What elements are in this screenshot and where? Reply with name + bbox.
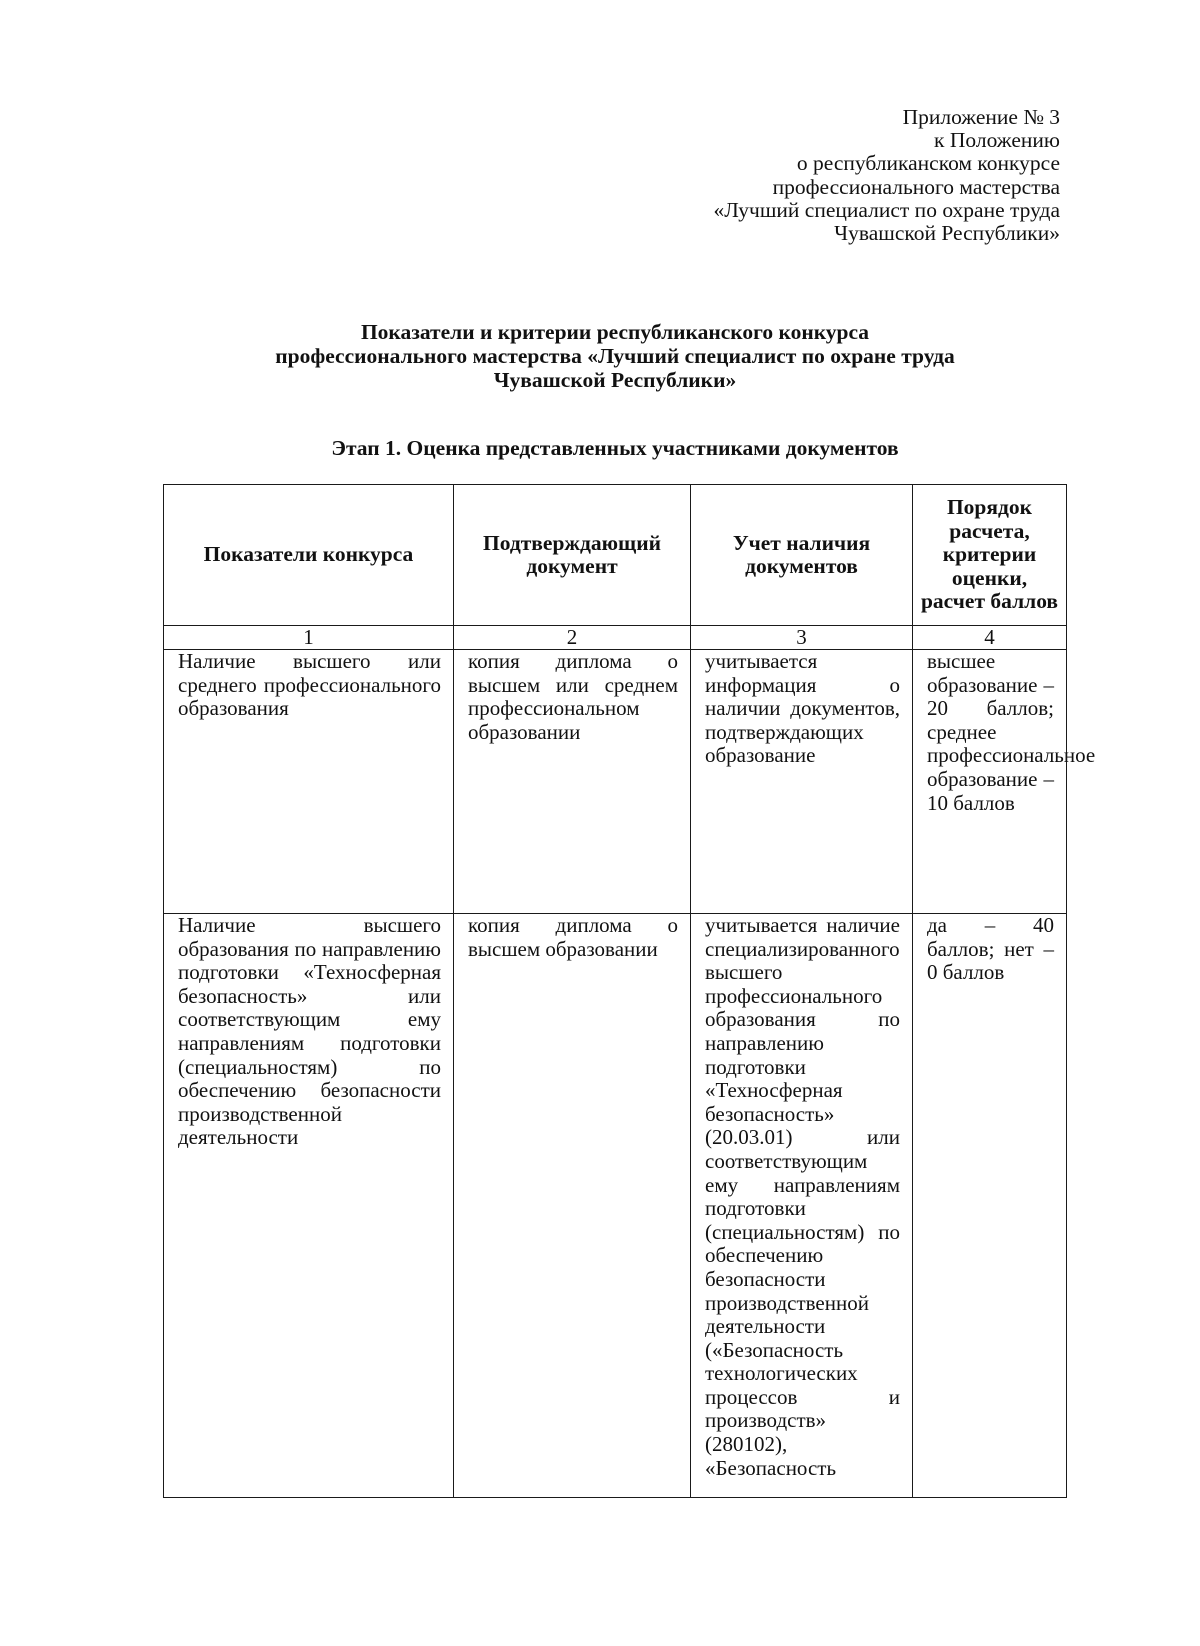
cell-scoring: да – 40 баллов; нет – 0 баллов: [913, 914, 1067, 1498]
cell-indicator: Наличие высшего образования по направлению подготовки «Техносферная безопасность» или соответствующим ему направлениям подготовки (специальностям) по обеспечению безопасности производственной деятельности: [164, 914, 454, 1498]
title-line: Показатели и критерии республиканского конкурса: [360, 320, 870, 344]
document-title: [160, 320, 1070, 392]
title-line: профессионального мастерства «Лучший специалист по охране труда: [275, 344, 955, 368]
appendix-line: профессионального мастерства: [772, 174, 1060, 199]
column-number: 1: [164, 626, 454, 650]
column-number: 4: [913, 626, 1067, 650]
header-document: Подтверждающий документ: [454, 485, 691, 626]
header-accounting: Учет наличия документов: [691, 485, 913, 626]
header-scoring: Порядок расчета, критерии оценки, расчет баллов: [913, 485, 1067, 626]
table-row: [164, 650, 1067, 914]
table-header-row: [164, 485, 1067, 626]
appendix-note: [714, 106, 1061, 245]
cell-accounting: учитывается наличие специализированного высшего профессионального образования по направлению подготовки «Техносферная безопасность» (20.03.01) или соответствующим ему направлениям подготовки (специальностям) по обеспечению безопасности производственной деятельности («Безопасность технологических процессов и производств» (280102), «Безопасность: [691, 914, 913, 1498]
header-indicators: Показатели конкурса: [164, 485, 454, 626]
table-row: [164, 914, 1067, 1498]
appendix-line: к Положению: [934, 128, 1060, 153]
cell-indicator: Наличие высшего или среднего профессионального образования: [164, 650, 454, 914]
criteria-table: [163, 484, 1096, 1498]
cell-scoring: высшее образование – 20 баллов; среднее профессиональное образование – 10 баллов: [913, 650, 1067, 914]
appendix-line: Чувашской Республики»: [834, 221, 1060, 246]
column-number: 3: [691, 626, 913, 650]
title-line: Чувашской Республики»: [493, 368, 737, 392]
appendix-line: «Лучший специалист по охране труда: [713, 197, 1060, 222]
stage-heading: Этап 1. Оценка представленных участниками документов: [331, 436, 899, 460]
cell-document: копия диплома о высшем или среднем профессиональном образовании: [454, 650, 691, 914]
appendix-line: Приложение № 3: [902, 105, 1060, 129]
appendix-line: о республиканском конкурсе: [796, 151, 1060, 176]
column-number-row: [164, 626, 1067, 650]
cell-document: копия диплома о высшем образовании: [454, 914, 691, 1498]
column-number: 2: [454, 626, 691, 650]
cell-accounting: учитывается информация о наличии документов, подтверждающих образование: [691, 650, 913, 914]
